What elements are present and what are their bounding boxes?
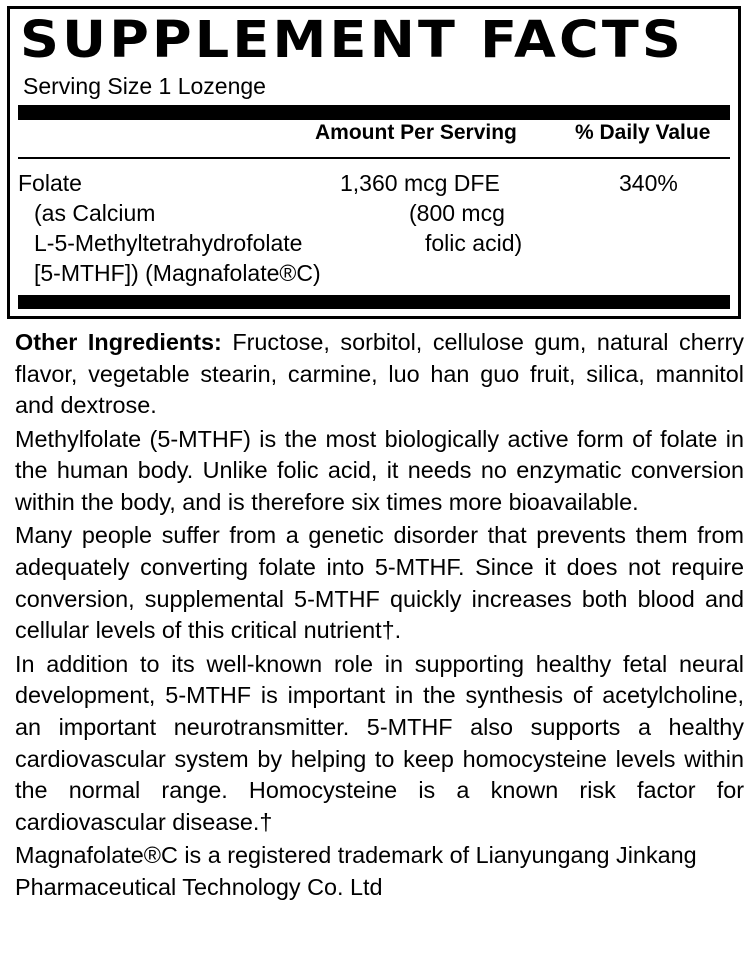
paragraph-genetic-disorder: Many people suffer from a genetic disorder that prevents them from adequately converting folate into 5-MTHF. Since it does not require conversion, supplemental 5-MTHF quickly increases both blood and cellular levels of this critical nutrient†. bbox=[15, 522, 744, 644]
other-ingredients bbox=[15, 327, 744, 422]
daily-value-header: % Daily Value bbox=[575, 121, 711, 144]
nutrient-source-line-1: (as Calcium bbox=[34, 200, 156, 226]
other-ingredients-label: Other Ingredients: bbox=[15, 329, 222, 355]
amount-per-serving-header: Amount Per Serving bbox=[315, 121, 517, 144]
nutrient-name-cell bbox=[18, 168, 321, 288]
nutrient-amount-line-1: 1,360 mcg DFE bbox=[340, 170, 500, 196]
nutrient-source-line-3: [5-MTHF]) (Magnafolate®C) bbox=[34, 260, 321, 286]
serving-size: Serving Size 1 Lozenge bbox=[23, 73, 266, 99]
trademark-notice: Magnafolate®C is a registered trademark of Lianyungang Jinkang Pharmaceutical Technology Co. Ltd bbox=[15, 842, 697, 900]
thick-divider-top bbox=[18, 105, 730, 120]
other-ingredients-text: Fructose, sorbitol, cellulose gum, natural cherry flavor, vegetable stearin, carmine, luo han guo fruit, silica, mannitol and dextrose. bbox=[15, 329, 744, 419]
nutrient-daily-value: 340% bbox=[619, 170, 678, 196]
nutrient-amount-line-3: folic acid) bbox=[425, 230, 523, 256]
nutrient-amount-cell bbox=[340, 168, 522, 258]
panel-title: SUPPLEMENT FACTS bbox=[20, 11, 685, 70]
nutrient-amount-line-2: (800 mcg bbox=[409, 200, 505, 226]
nutrient-source-line-2: L-5-Methyltetrahydrofolate bbox=[34, 230, 303, 256]
supplement-facts-panel bbox=[7, 6, 741, 319]
paragraph-methylfolate: Methylfolate (5-MTHF) is the most biologically active form of folate in the human body. Unlike folic acid, it needs no enzymatic conversion within the body, and is therefore six times more bioavailable. bbox=[15, 425, 744, 516]
thick-divider-bottom bbox=[18, 295, 730, 309]
nutrient-name: Folate bbox=[18, 170, 82, 196]
thin-divider bbox=[18, 157, 730, 159]
paragraph-benefits: In addition to its well-known role in supporting healthy fetal neural development, 5-MTHF is important in the synthesis of acetylcholine, an important neurotransmitter. 5-MTHF also supports a healthy cardiovascular system by helping to keep homocysteine levels within the normal range. Homocysteine is a known risk factor for cardiovascular disease.† bbox=[15, 650, 744, 836]
label-description bbox=[15, 327, 744, 905]
